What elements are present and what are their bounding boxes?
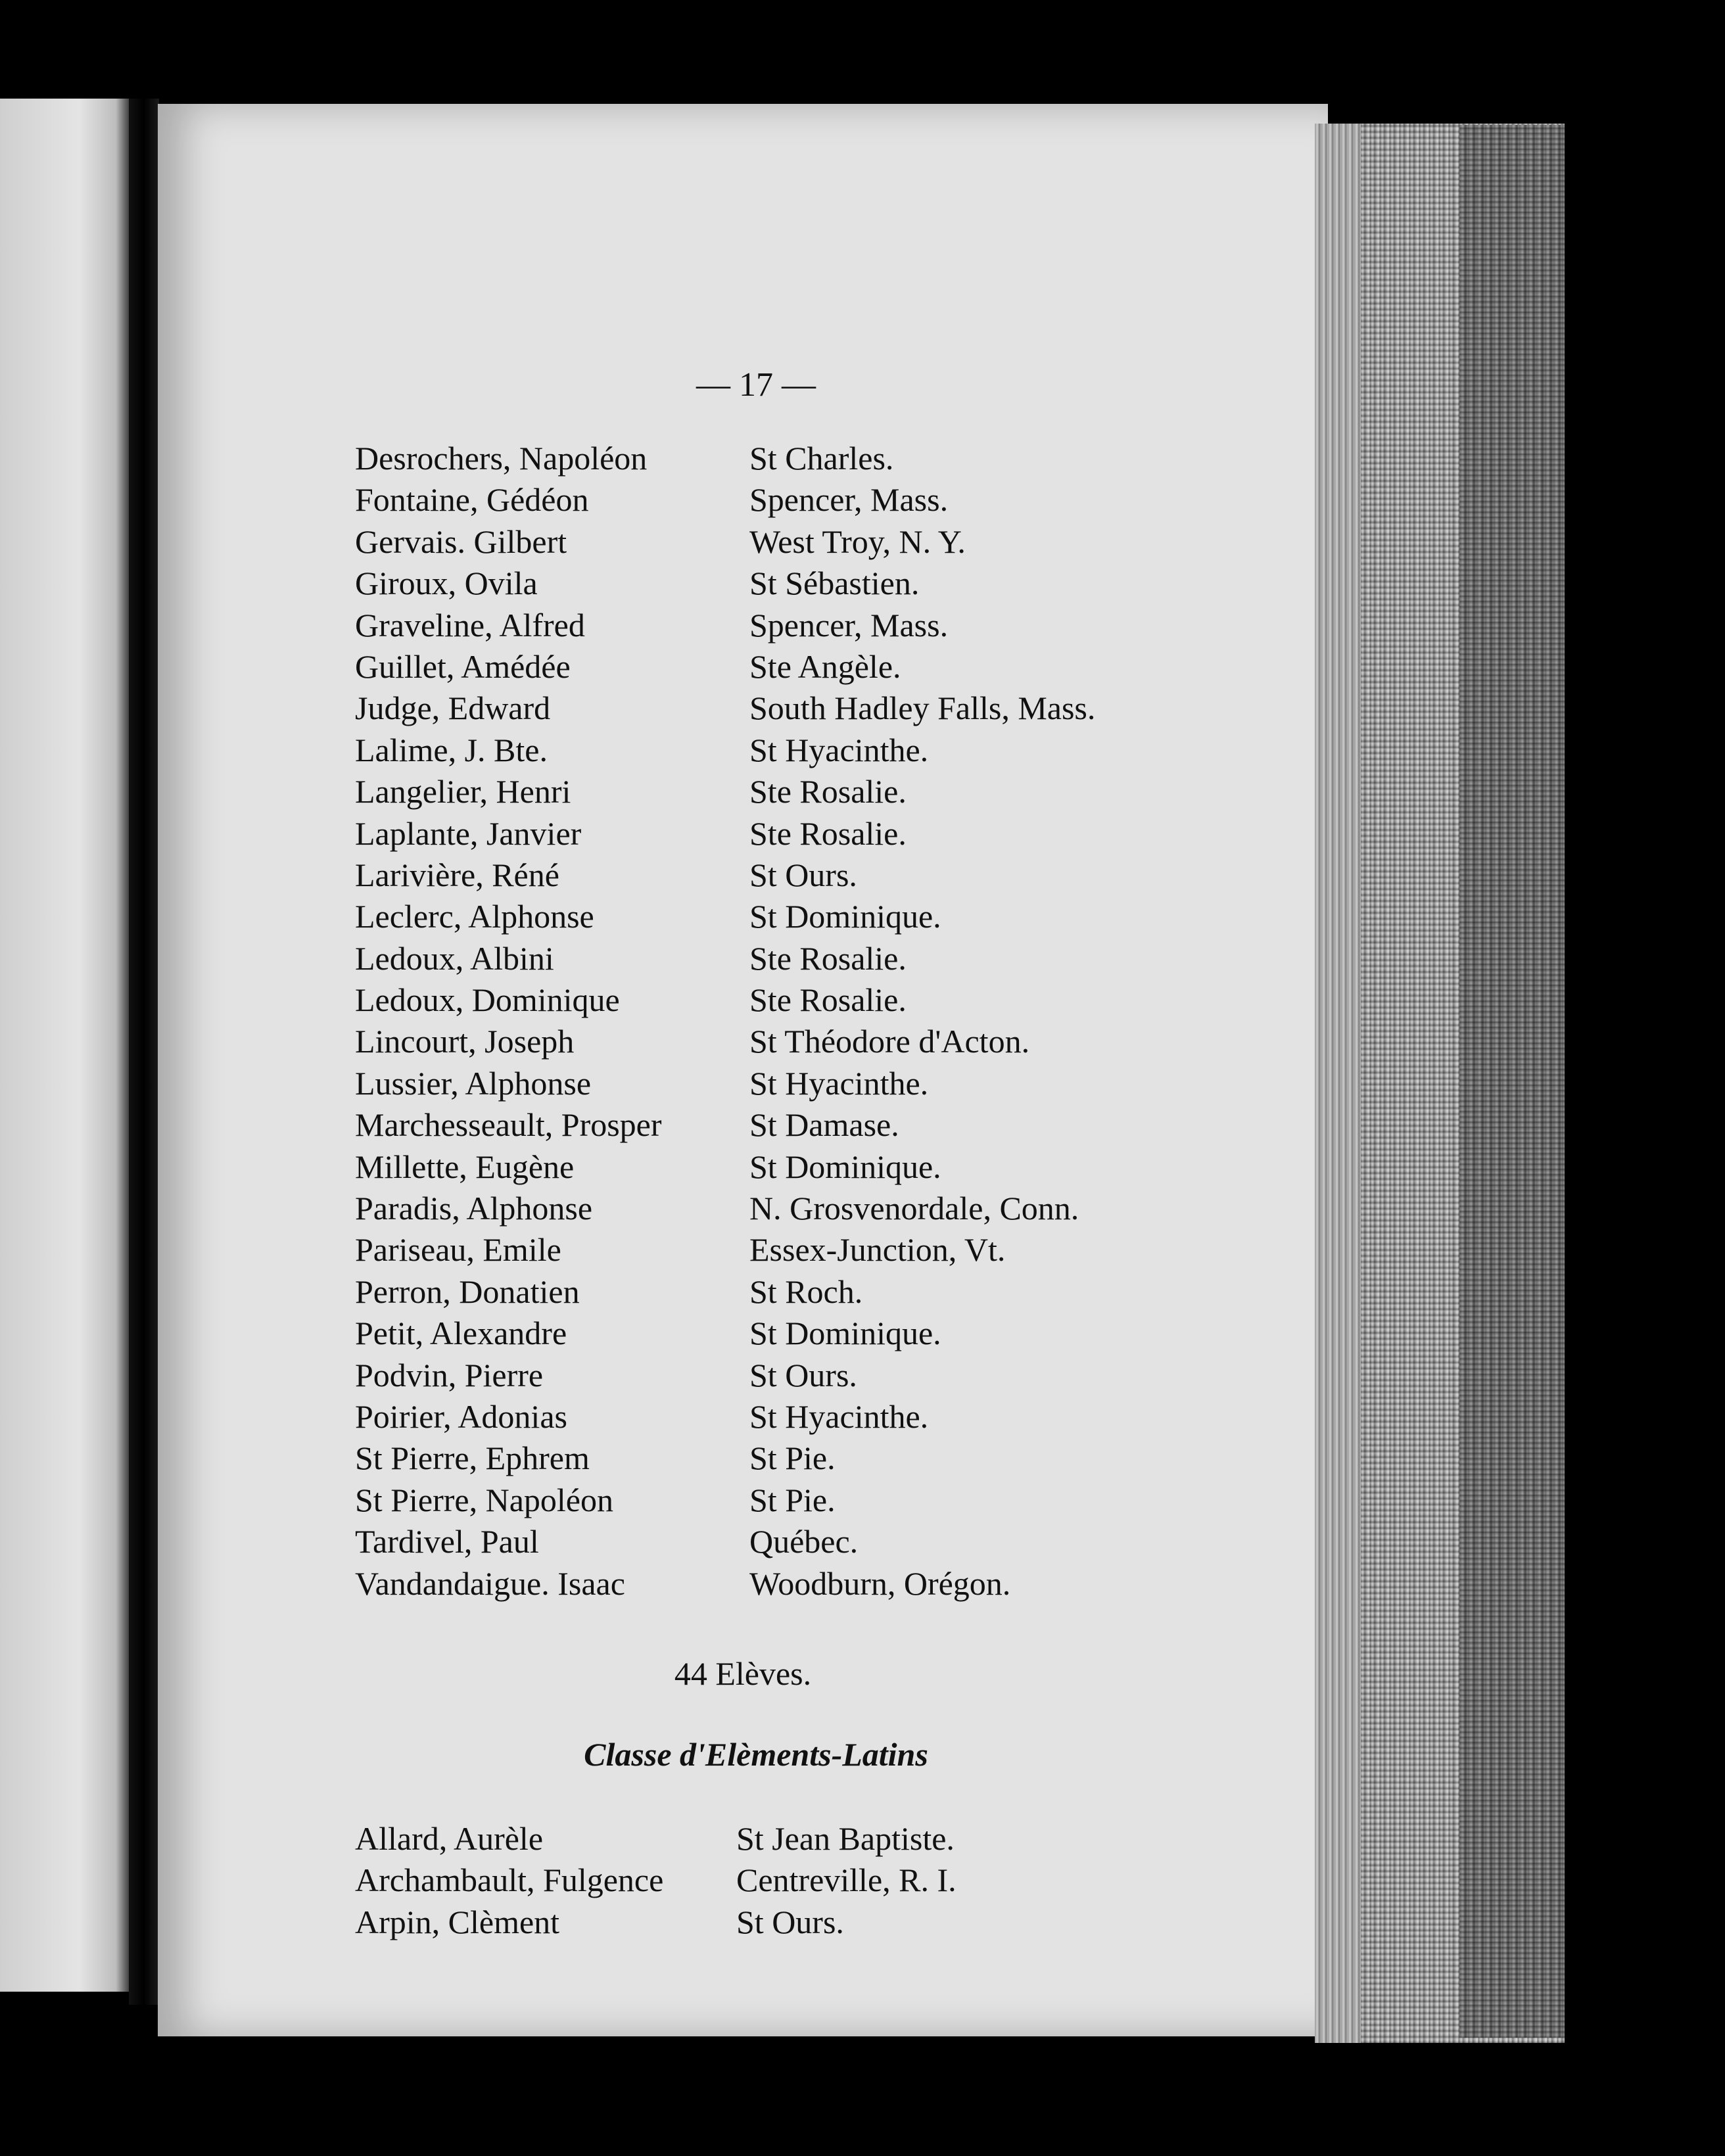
student-place: St Ours. — [749, 856, 857, 893]
student-place: St Théodore d'Acton. — [749, 1023, 1030, 1060]
student-row — [355, 479, 1210, 521]
student-place: South Hadley Falls, Mass. — [749, 690, 1096, 727]
student-row — [355, 1146, 1210, 1188]
student-row — [355, 438, 1210, 479]
student-place: Spencer, Mass. — [749, 481, 949, 519]
student-name: St Pierre, Ephrem — [355, 1440, 590, 1477]
student-row — [355, 1860, 1210, 1901]
student-row — [355, 1480, 1210, 1521]
page-block-edges-outer — [1459, 125, 1565, 2038]
student-name: Millette, Eugène — [355, 1148, 575, 1185]
student-count: 44 Elèves. — [674, 1655, 812, 1692]
student-name: Gervais. Gilbert — [355, 523, 567, 560]
student-name: Ledoux, Dominique — [355, 981, 620, 1019]
section-title: Classe d'Elèments-Latins — [584, 1736, 928, 1773]
student-name: Poirier, Adonias — [355, 1397, 567, 1435]
student-name: Petit, Alexandre — [355, 1315, 567, 1352]
student-place: St Dominique. — [749, 898, 941, 935]
student-place: St Charles. — [749, 440, 894, 477]
student-place: Essex-Junction, Vt. — [749, 1231, 1006, 1269]
student-place: St Pie. — [749, 1440, 836, 1477]
student-row — [355, 1818, 1210, 1860]
student-place: St Ours. — [736, 1903, 844, 1940]
student-place: St Hyacinthe. — [749, 1397, 929, 1435]
student-row — [355, 1313, 1210, 1354]
student-place: Centreville, R. I. — [736, 1862, 957, 1899]
section-student-roster — [355, 1818, 1210, 1943]
student-name: Lussier, Alphonse — [355, 1064, 592, 1102]
student-row — [355, 730, 1210, 771]
student-place: Ste Rosalie. — [749, 773, 907, 810]
student-place: St Ours. — [749, 1356, 857, 1394]
student-name: Pariseau, Emile — [355, 1231, 561, 1269]
student-row — [355, 896, 1210, 937]
student-place: Ste Rosalie. — [749, 981, 907, 1019]
student-row — [355, 813, 1210, 855]
student-row — [355, 1104, 1210, 1146]
student-row — [355, 979, 1210, 1021]
student-place: Woodburn, Orégon. — [749, 1564, 1011, 1602]
student-name: Lalime, J. Bte. — [355, 731, 548, 768]
student-name: Tardivel, Paul — [355, 1523, 539, 1560]
student-name: Langelier, Henri — [355, 773, 571, 810]
student-name: Leclerc, Alphonse — [355, 898, 594, 935]
student-name: Archambault, Fulgence — [355, 1862, 664, 1899]
student-row — [355, 1902, 1210, 1943]
student-name: Fontaine, Gédéon — [355, 481, 589, 519]
student-name: Podvin, Pierre — [355, 1356, 544, 1394]
student-row — [355, 855, 1210, 896]
student-name: Perron, Donatien — [355, 1273, 580, 1310]
student-place: St Roch. — [749, 1273, 863, 1310]
student-place: Spencer, Mass. — [749, 606, 949, 644]
student-row — [355, 938, 1210, 979]
page-number: — 17 — — [696, 366, 816, 404]
student-place: St Dominique. — [749, 1315, 941, 1352]
student-place: Québec. — [749, 1523, 859, 1560]
student-row — [355, 1355, 1210, 1396]
student-name: Judge, Edward — [355, 690, 551, 727]
student-name: Vandandaigue. Isaac — [355, 1564, 625, 1602]
student-place: St Hyacinthe. — [749, 731, 929, 768]
student-row — [355, 1438, 1210, 1479]
student-name: Allard, Aurèle — [355, 1820, 544, 1857]
student-place: Ste Rosalie. — [749, 939, 907, 977]
student-row — [355, 1396, 1210, 1438]
student-place: Ste Angèle. — [749, 647, 901, 685]
student-place: West Troy, N. Y. — [749, 523, 966, 560]
student-row — [355, 688, 1210, 729]
student-row — [355, 563, 1210, 604]
student-place: Ste Rosalie. — [749, 814, 907, 852]
student-name: Paradis, Alphonse — [355, 1190, 593, 1227]
student-name: Marchesseault, Prosper — [355, 1106, 662, 1144]
student-row — [355, 1021, 1210, 1062]
student-row — [355, 1063, 1210, 1104]
student-name: Lincourt, Joseph — [355, 1023, 575, 1060]
student-name: Ledoux, Albini — [355, 939, 554, 977]
student-row — [355, 1563, 1210, 1605]
student-row — [355, 605, 1210, 646]
student-name: St Pierre, Napoléon — [355, 1481, 613, 1518]
student-row — [355, 646, 1210, 688]
page-edge-inner — [1315, 124, 1361, 2043]
student-name: Guillet, Amédée — [355, 647, 571, 685]
student-row — [355, 1521, 1210, 1562]
book-gutter — [129, 99, 159, 2005]
student-place: St Damase. — [749, 1106, 899, 1144]
student-place: N. Grosvenordale, Conn. — [749, 1190, 1079, 1227]
student-row — [355, 1229, 1210, 1271]
student-name: Arpin, Clèment — [355, 1903, 560, 1940]
student-name: Graveline, Alfred — [355, 606, 585, 644]
student-roster — [355, 438, 1210, 1605]
student-row — [355, 1188, 1210, 1229]
student-place: St Pie. — [749, 1481, 836, 1518]
student-place: St Sébastien. — [749, 565, 920, 602]
student-row — [355, 1271, 1210, 1313]
student-name: Laplante, Janvier — [355, 814, 582, 852]
student-name: Giroux, Ovila — [355, 565, 538, 602]
student-name: Larivière, Réné — [355, 856, 559, 893]
student-row — [355, 521, 1210, 563]
student-place: St Hyacinthe. — [749, 1064, 929, 1102]
student-place: St Jean Baptiste. — [736, 1820, 955, 1857]
left-page-edge — [0, 99, 131, 1992]
student-row — [355, 771, 1210, 812]
student-name: Desrochers, Napoléon — [355, 440, 648, 477]
student-place: St Dominique. — [749, 1148, 941, 1185]
